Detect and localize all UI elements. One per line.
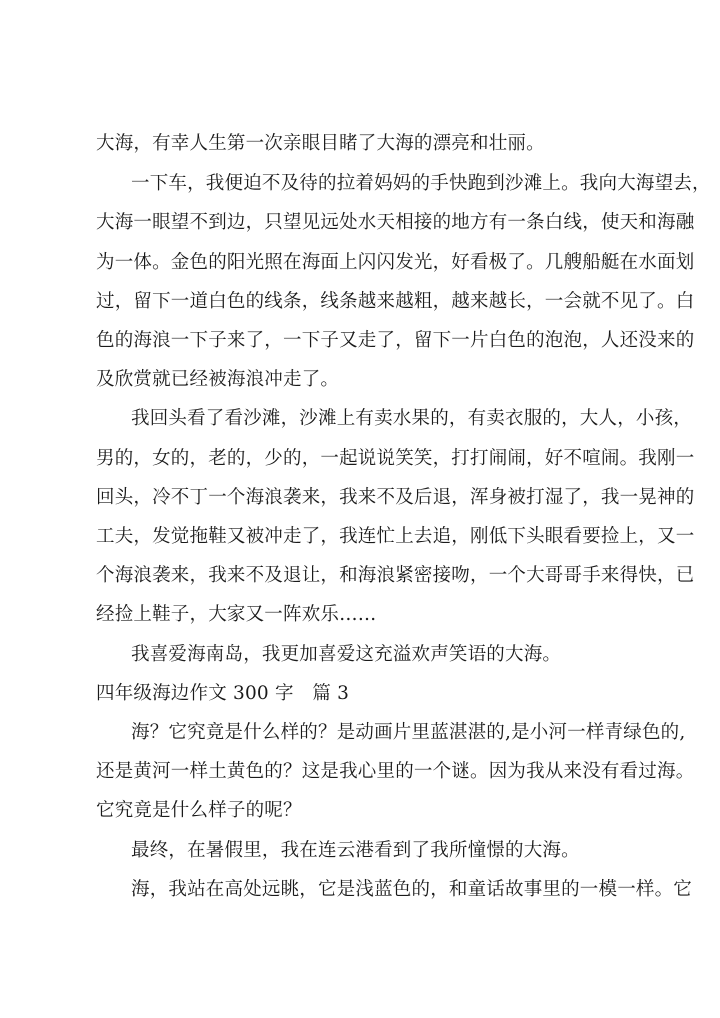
text-line: 男的，女的，老的，少的，一起说说笑笑，打打闹闹，好不喧闹。我刚一 <box>96 448 695 469</box>
text-line: 及欣赏就已经被海浪冲走了。 <box>96 369 340 390</box>
paragraph-first-line: 海？它究竟是什么样的？是动画片里蓝湛湛的,是小河一样青绿色的, <box>131 722 686 743</box>
paragraph-first-line: 我喜爱海南岛，我更加喜爱这充溢欢声笑语的大海。 <box>131 644 562 665</box>
text-line: 大海一眼望不到边，只望见远处水天相接的地方有一条白线，使天和海融 <box>96 212 695 233</box>
paragraph-first-line: 一下车，我便迫不及待的拉着妈妈的手快跑到沙滩上。我向大海望去， <box>131 173 711 194</box>
text-line: 色的海浪一下子来了，一下子又走了，留下一片白色的泡泡，人还没来的 <box>96 330 695 351</box>
text-line: 为一体。金色的阳光照在海面上闪闪发光，好看极了。几艘船艇在水面划 <box>96 252 695 273</box>
text-line: 过，留下一道白色的线条，线条越来越粗，越来越长，一会就不见了。白 <box>96 291 695 312</box>
text-line: 经捡上鞋子，大家又一阵欢乐…… <box>96 604 377 625</box>
text-line: 回头，冷不丁一个海浪袭来，我来不及后退，浑身被打湿了，我一晃神的 <box>96 487 695 508</box>
paragraph-first-line: 海，我站在高处远眺，它是浅蓝色的，和童话故事里的一模一样。它 <box>131 879 693 900</box>
paragraph-first-line: 我回头看了看沙滩，沙滩上有卖水果的，有卖衣服的，大人，小孩， <box>131 408 693 429</box>
text-line: 个海浪袭来，我来不及退让，和海浪紧密接吻，一个大哥哥手来得快，已 <box>96 565 695 586</box>
text-line: 工夫，发觉拖鞋又被冲走了，我连忙上去追，刚低下头眼看要捡上，又一 <box>96 526 695 547</box>
section-heading: 四年级海边作文 300 字 篇 3 <box>96 683 350 704</box>
text-line: 大海，有幸人生第一次亲眼目睹了大海的漂亮和壮丽。 <box>96 133 545 154</box>
text-line: 它究竟是什么样子的呢？ <box>96 800 302 821</box>
paragraph-first-line: 最终，在暑假里，我在连云港看到了我所憧憬的大海。 <box>131 840 580 861</box>
text-line: 还是黄河一样土黄色的？这是我心里的一个谜。因为我从来没有看过海。 <box>96 761 695 782</box>
